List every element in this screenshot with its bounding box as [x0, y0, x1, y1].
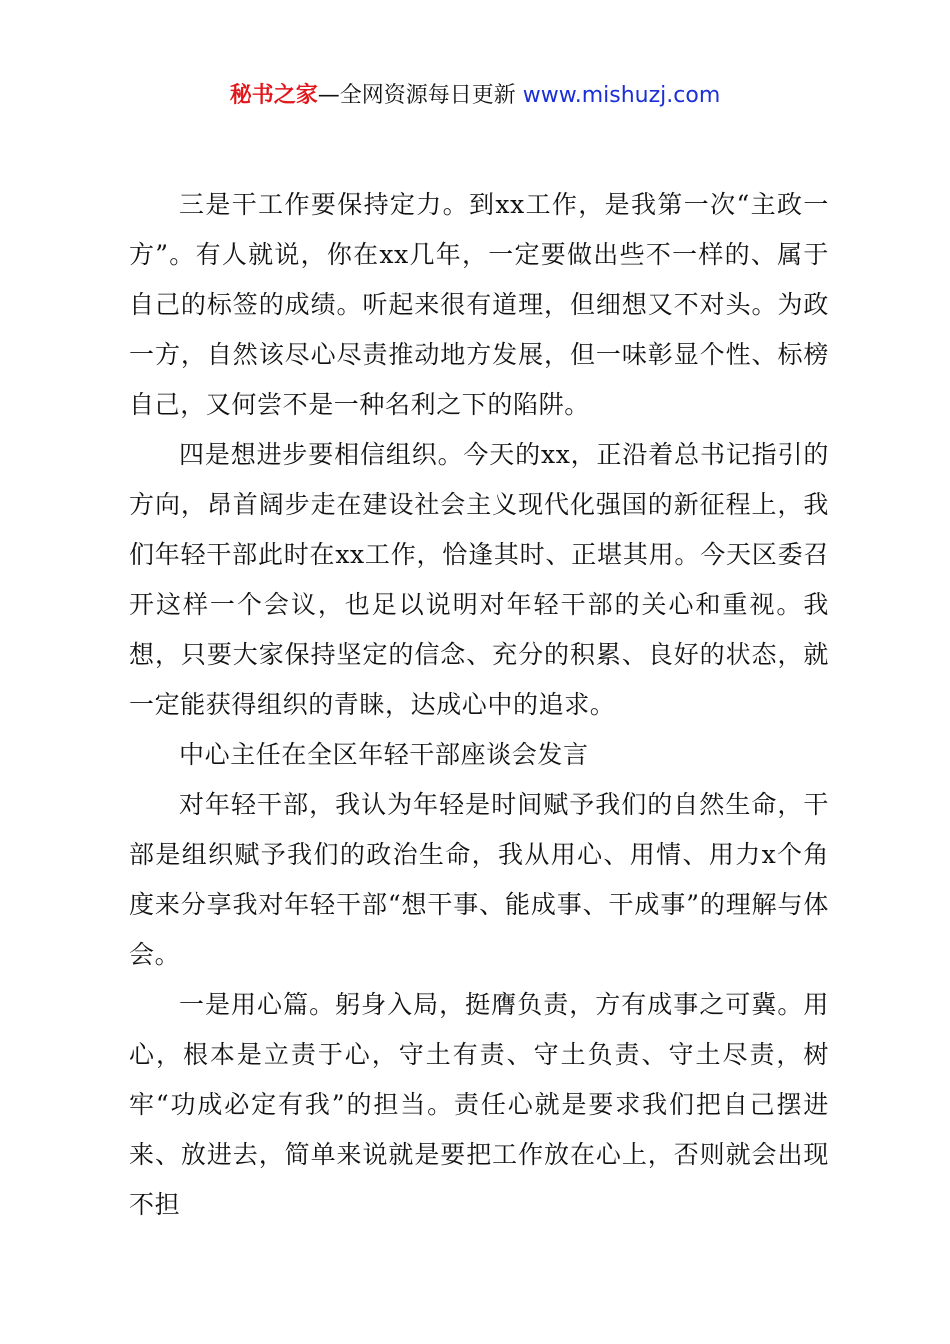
- site-url-link[interactable]: www.mishuzj.com: [522, 83, 721, 108]
- brand-name: 秘书之家: [229, 83, 318, 108]
- paragraph: 一是用心篇。躬身入局，挺膺负责，方有成事之可冀。用心，根本是立责于心，守土有责、守土负责、守土尽责，树牢“功成必定有我”的担当。责任心就是要求我们把自己摆进来、放进去，简单来说就是要把工作放在心上，否则就会出现不担: [129, 990, 829, 1219]
- document-body: [129, 180, 829, 1230]
- paragraph: 三是干工作要保持定力。到xx工作，是我第一次“主政一方”。有人就说，你在xx几年，一定要做出些不一样的、属于自己的标签的成绩。听起来很有道理，但细想又不对头。为政一方，自然该尽心尽责推动地方发展，但一味彰显个性、标榜自己，又何尝不是一种名利之下的陷阱。: [129, 190, 829, 419]
- site-header: [0, 80, 950, 112]
- header-tagline: —全网资源每日更新: [317, 83, 523, 108]
- paragraph: 对年轻干部，我认为年轻是时间赋予我们的自然生命，干部是组织赋予我们的政治生命，我从用心、用情、用力x个角度来分享我对年轻干部“想干事、能成事、干成事”的理解与体会。: [129, 790, 829, 969]
- paragraph: 四是想进步要相信组织。今天的xx，正沿着总书记指引的方向，昂首阔步走在建设社会主义现代化强国的新征程上，我们年轻干部此时在xx工作，恰逢其时、正堪其用。今天区委召开这样一个会议，也足以说明对年轻干部的关心和重视。我想，只要大家保持坚定的信念、充分的积累、良好的状态，就一定能获得组织的青睐，达成心中的追求。: [129, 440, 829, 719]
- section-title: 中心主任在全区年轻干部座谈会发言: [179, 740, 589, 769]
